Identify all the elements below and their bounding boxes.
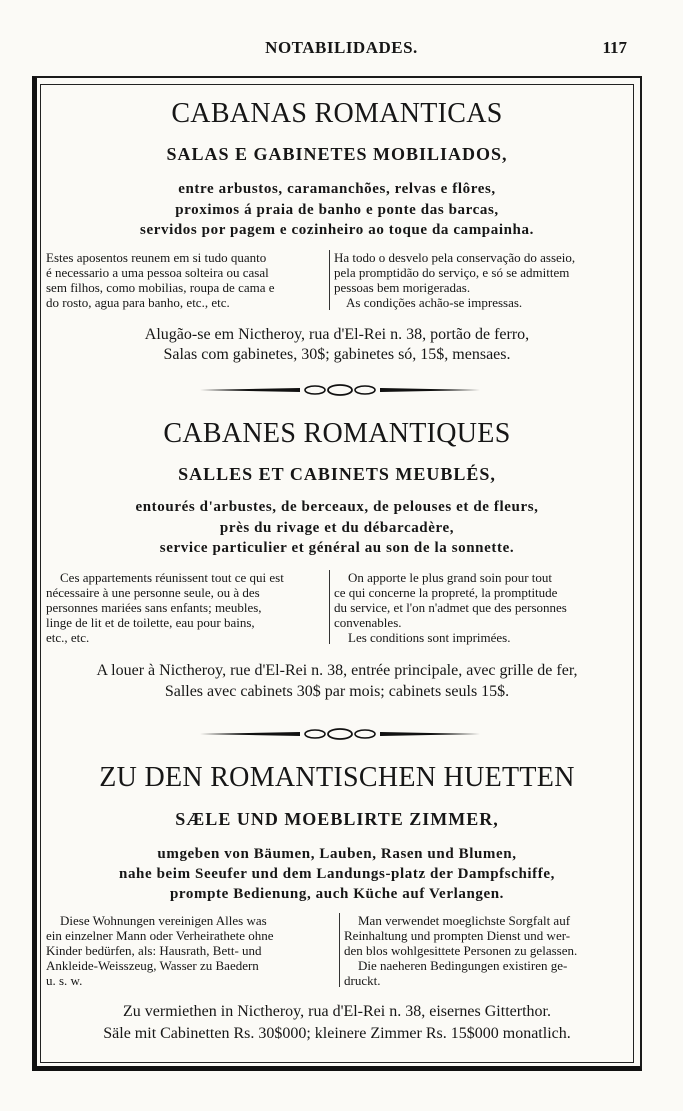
section-de-line-3: prompte Bedienung, auch Küche auf Verlangen. bbox=[169, 886, 505, 902]
section-pt-left-line: Estes aposentos reunem em si tudo quanto bbox=[46, 250, 267, 265]
section-pt-right-column bbox=[334, 250, 624, 310]
section-fr-right-line: ce qui concerne la propreté, la promptitude bbox=[334, 585, 558, 600]
section-fr-footer-1: A louer à Nictheroy, rue d'El-Rei n. 38, entrée principale, avec grille de fer, bbox=[96, 662, 578, 679]
section-fr-footer-2: Salles avec cabinets 30$ par mois; cabinets seuls 15$. bbox=[164, 683, 510, 700]
section-fr-left-line: personnes mariées sans enfants; meubles, bbox=[46, 600, 262, 615]
section-pt-right-line: Ha todo o desvelo pela conservação do asseio, bbox=[334, 250, 576, 265]
section-pt-right-line: As condições achão-se impressas. bbox=[346, 295, 523, 310]
running-title: NOTABILIDADES. bbox=[265, 38, 418, 57]
section-fr-left-line: etc., etc. bbox=[46, 630, 90, 645]
section-de-right-line: druckt. bbox=[344, 973, 381, 988]
section-de-footer-2: Säle mit Cabinetten Rs. 30$000; kleinere Zimmer Rs. 15$000 monatlich. bbox=[103, 1025, 571, 1042]
section-fr-title: CABANES ROMANTIQUES bbox=[163, 418, 511, 449]
section-de-line-1: umgeben von Bäumen, Lauben, Rasen und Blumen, bbox=[157, 846, 517, 862]
section-fr-right-column bbox=[334, 570, 624, 645]
section-pt-column-rule bbox=[329, 250, 330, 310]
section-pt-left-line: é necessario a uma pessoa solteira ou casal bbox=[46, 265, 269, 280]
section-de-left-line: Kinder bedürfen, als: Hausrath, Bett- und bbox=[46, 943, 262, 958]
section-de-right-line: Die naeheren Bedingungen existiren ge- bbox=[358, 958, 568, 973]
section-fr-right-line: du service, et l'on n'admet que des personnes bbox=[334, 600, 567, 615]
section-de-footer-1: Zu vermiethen in Nictheroy, rua d'El-Rei n. 38, eisernes Gitterthor. bbox=[123, 1003, 551, 1020]
section-pt-title: CABANAS ROMANTICAS bbox=[171, 98, 503, 129]
ornament-divider-1 bbox=[200, 383, 480, 397]
section-pt-right-line: pela promptidão do serviço, e só se admittem bbox=[334, 265, 570, 280]
page-header bbox=[0, 38, 683, 62]
section-fr-left-line: linge de lit et de toilette, eau pour bains, bbox=[46, 615, 255, 630]
section-fr-line-1: entourés d'arbustes, de berceaux, de pelouses et de fleurs, bbox=[135, 499, 539, 515]
section-de-right-line: den blos wohlgesittete Personen zu gelassen. bbox=[344, 943, 578, 958]
section-de-left-line: Ankleide-Weisszeug, Wasser zu Baedern bbox=[46, 958, 259, 973]
section-de-right-column bbox=[344, 913, 624, 988]
ornament-divider-2 bbox=[200, 727, 480, 741]
page-number: 117 bbox=[602, 38, 627, 57]
section-fr-right-line: Les conditions sont imprimées. bbox=[348, 630, 511, 645]
section-pt-line-3: servidos por pagem e cozinheiro ao toque da campainha. bbox=[140, 222, 534, 238]
section-fr-left-column bbox=[46, 570, 326, 645]
section-de-left-line: ein einzelner Mann oder Verheirathete ohne bbox=[46, 928, 274, 943]
section-pt-left-column bbox=[46, 250, 326, 310]
section-de-right-line: Man verwendet moeglichste Sorgfalt auf bbox=[358, 913, 571, 928]
section-de-left-line: u. s. w. bbox=[46, 973, 83, 988]
section-fr-column-rule bbox=[329, 570, 330, 644]
section-pt-line-2: proximos á praia de banho e ponte das barcas, bbox=[175, 202, 499, 218]
section-fr-left-line: Ces appartements réunissent tout ce qui est bbox=[60, 570, 284, 585]
section-pt-left-line: sem filhos, como mobilias, roupa de cama e bbox=[46, 280, 275, 295]
section-fr-right-line: On apporte le plus grand soin pour tout bbox=[348, 570, 552, 585]
section-de-left-line: Diese Wohnungen vereinigen Alles was bbox=[60, 913, 267, 928]
section-de-subtitle: SÆLE UND MOEBLIRTE ZIMMER, bbox=[175, 809, 499, 829]
section-fr-right-line: convenables. bbox=[334, 615, 402, 630]
section-de-right-line: Reinhaltung und prompten Dienst und wer- bbox=[344, 928, 571, 943]
section-pt-left-line: do rosto, agua para banho, etc., etc. bbox=[46, 295, 230, 310]
section-fr-left-line: nécessaire à une personne seule, ou à des bbox=[46, 585, 260, 600]
section-pt-right-line: pessoas bem morigeradas. bbox=[334, 280, 471, 295]
section-de-line-2: nahe beim Seeufer und dem Landungs-platz der Dampfschiffe, bbox=[119, 866, 555, 882]
section-pt-footer-1: Alugão-se em Nictheroy, rua d'El-Rei n. 38, portão de ferro, bbox=[144, 326, 530, 343]
section-fr-subtitle: SALLES ET CABINETS MEUBLÉS, bbox=[178, 464, 496, 484]
section-pt-footer-2: Salas com gabinetes, 30$; gabinetes só, 15$, mensaes. bbox=[163, 346, 511, 363]
section-de-left-column bbox=[46, 913, 326, 988]
section-fr-line-2: près du rivage et du débarcadère, bbox=[219, 520, 455, 536]
section-pt-subtitle: SALAS E GABINETES MOBILIADOS, bbox=[166, 144, 508, 164]
section-de-column-rule bbox=[339, 913, 340, 987]
section-pt-line-1: entre arbustos, caramanchões, relvas e flôres, bbox=[178, 181, 496, 197]
section-de-title: ZU DEN ROMANTISCHEN HUETTEN bbox=[99, 762, 575, 793]
section-fr-line-3: service particulier et général au son de la sonnette. bbox=[159, 540, 515, 556]
